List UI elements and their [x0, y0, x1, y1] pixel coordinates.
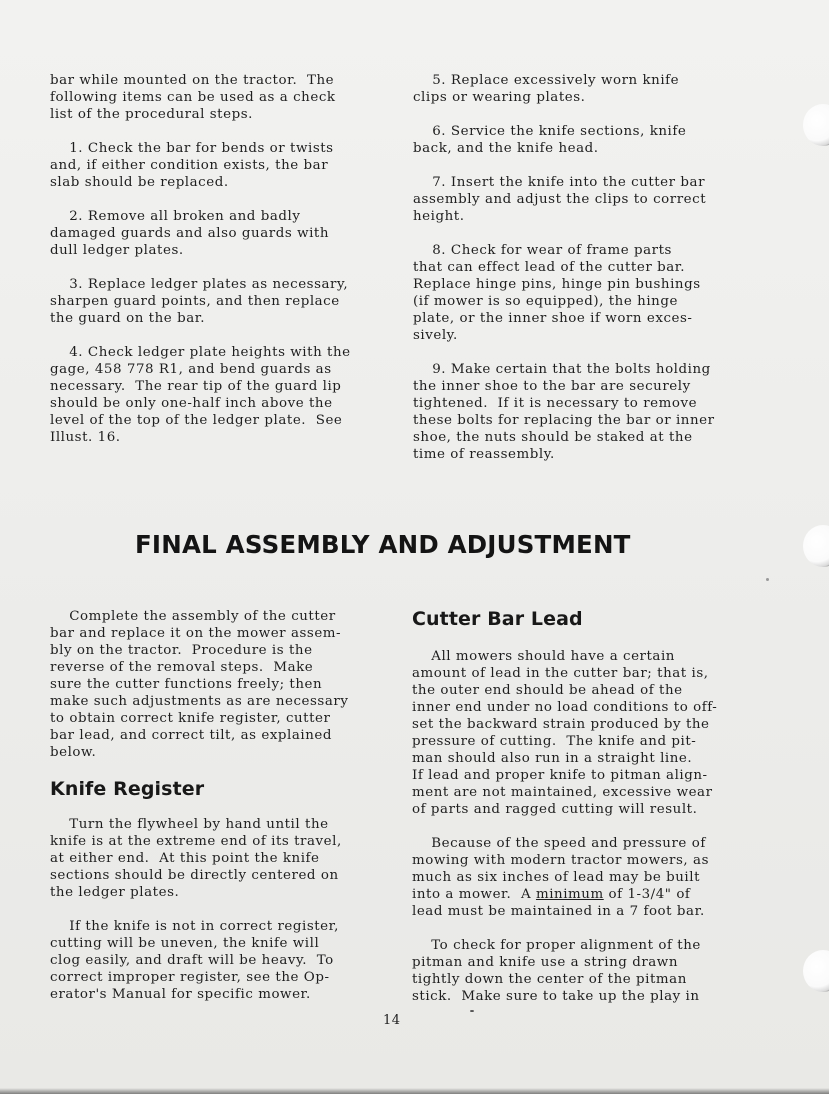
step-2: 2. Remove all broken and badly damaged guards and also guards with dull ledger plates.: [50, 209, 330, 258]
step-9: 9. Make certain that the bolts holding the inner shoe to the bar are securely tightened. If it is necessary to remove these bolts for replacing the bar or inner shoe, the nuts should be staked at the time of reassembly.: [413, 362, 715, 462]
step-8: 8. Check for wear of frame parts that can effect lead of the cutter bar. Replace hinge pins, hinge pin bushings (if mower is so equipped), the hinge plate, or the inner shoe if worn exces- sively.: [413, 243, 701, 343]
paragraph-text: of 1-3/4" of lead must be maintained in a 7 foot bar.: [412, 887, 705, 919]
cutter-bar-lead-paragraph-3: To check for proper alignment of the pitman and knife use a string drawn tightly down the center of the pitman stick. Make sure to take up the play in: [412, 938, 701, 1004]
punch-hole-bottom: [803, 950, 829, 992]
right-column-bottom: [412, 608, 757, 1022]
page-number: 14: [383, 1013, 401, 1028]
knife-register-paragraph-2: If the knife is not in correct register, cutting will be uneven, the knife will clog easily, and draft will be heavy. To correct improper register, see the Op- erator's Manual for specific mower.: [50, 919, 339, 1002]
paragraph-text: Because of the speed and pressure of mowing with modern tractor mowers, as much as six inches of lead may be built into a mower. A: [412, 836, 710, 902]
right-column-top: [413, 72, 758, 480]
step-5: 5. Replace excessively worn knife clips or wearing plates.: [413, 73, 680, 105]
punch-hole-middle: [803, 525, 829, 567]
assembly-intro: Complete the assembly of the cutter bar and replace it on the mower assem- bly on the tractor. Procedure is the reverse of the removal steps. Make sure the cutter functions freely; then make such adjustments as are necessary to obtain correct knife register, cutter bar lead, and correct tilt, as explained below.: [50, 609, 349, 760]
cutter-bar-lead-paragraph-2: [412, 835, 757, 920]
cutter-bar-lead-heading: Cutter Bar Lead: [412, 608, 583, 630]
step-4: 4. Check ledger plate heights with the gage, 458 778 R1, and bend guards as necessary. The rear tip of the guard lip should be only one-half inch above the level of the top of the ledger plate. See Illust. 16.: [50, 345, 351, 445]
step-6: 6. Service the knife sections, knife back, and the knife head.: [413, 124, 687, 156]
ink-speck: [766, 578, 769, 581]
section-heading: FINAL ASSEMBLY AND ADJUSTMENT: [135, 530, 631, 559]
punch-hole-top: [803, 104, 829, 146]
underlined-word: minimum: [535, 887, 604, 902]
paragraph-intro: bar while mounted on the tractor. The following items can be used as a check list of the procedural steps.: [50, 73, 336, 122]
left-column-bottom: [50, 608, 395, 1020]
step-1: 1. Check the bar for bends or twists and, if either condition exists, the bar slab should be replaced.: [50, 141, 334, 190]
scan-edge-shadow: [0, 1088, 829, 1094]
knife-register-heading: Knife Register: [50, 778, 205, 800]
step-7: 7. Insert the knife into the cutter bar assembly and adjust the clips to correct height.: [413, 175, 707, 224]
step-3: 3. Replace ledger plates as necessary, sharpen guard points, and then replace the guard on the bar.: [50, 277, 349, 326]
knife-register-paragraph-1: Turn the flywheel by hand until the knife is at the extreme end of its travel, at either end. At this point the knife sections should be directly centered on the ledger plates.: [50, 817, 342, 900]
left-column-top: [50, 72, 395, 463]
cutter-bar-lead-paragraph-1: All mowers should have a certain amount of lead in the cutter bar; that is, the outer end should be ahead of the inner end under no load conditions to off- set the backward strain produced by the pressure of cutting. The knife and pit- man should also run in a straight line. If lead and proper knife to pitman align- ment are not maintained, excessive wear of parts and ragged cutting will result.: [412, 649, 718, 817]
